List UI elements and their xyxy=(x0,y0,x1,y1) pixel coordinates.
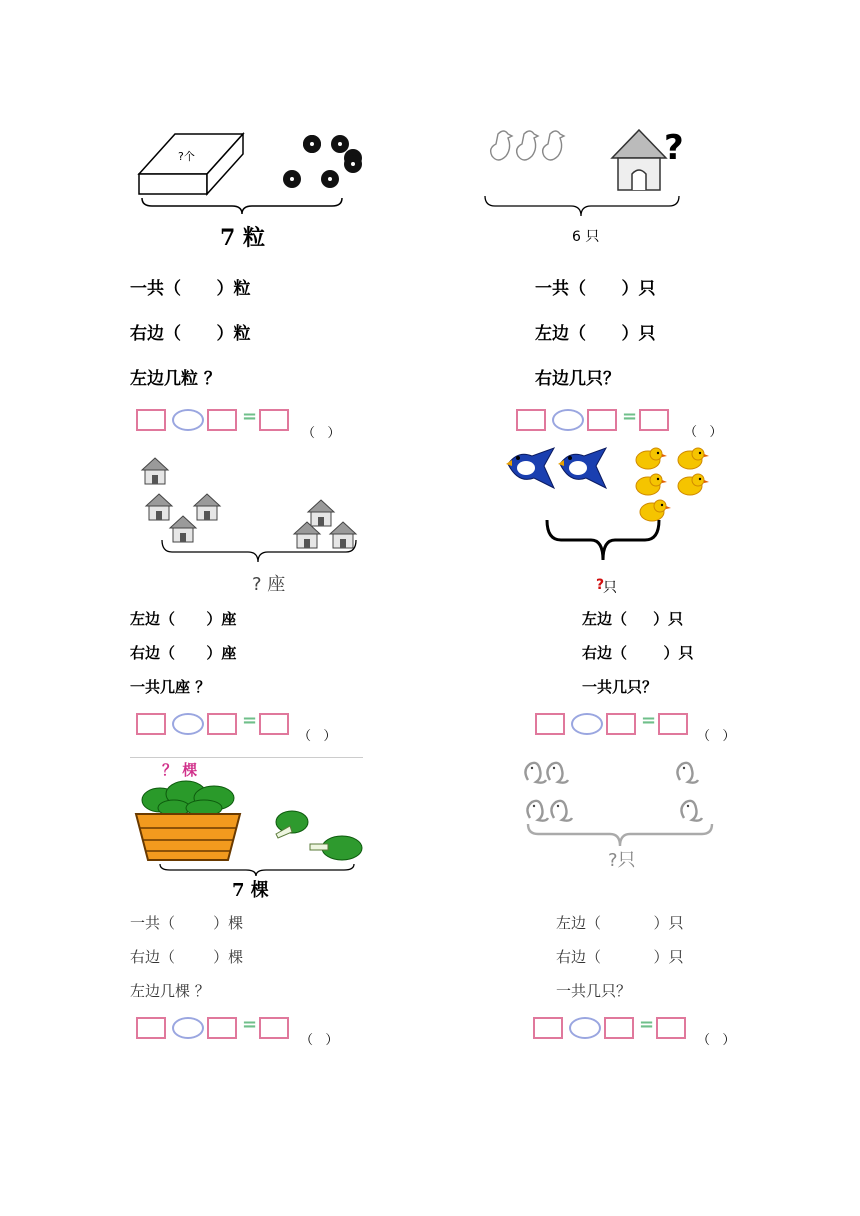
unit-paren[interactable]: （ ） xyxy=(684,425,723,440)
line-1: 左边（ ）只 xyxy=(582,610,684,628)
operator-oval[interactable] xyxy=(172,409,204,431)
operator-oval[interactable] xyxy=(552,409,584,431)
unit-paren[interactable]: （ ） xyxy=(298,729,337,744)
total-label: 7 棵 xyxy=(232,880,269,901)
cabbage-icon xyxy=(272,804,367,866)
answer-box[interactable] xyxy=(207,713,237,735)
answer-box[interactable] xyxy=(207,1017,237,1039)
line-3: 一共几只？ xyxy=(582,678,658,696)
answer-box[interactable] xyxy=(136,713,166,735)
equal-sign: = xyxy=(242,710,258,731)
operator-oval[interactable] xyxy=(569,1017,601,1039)
line-2: 左边（ ）只 xyxy=(535,324,656,344)
unit-paren[interactable]: （ ） xyxy=(697,729,736,744)
line-3: 一共几只？ xyxy=(556,982,632,1000)
line-2: 右边（ ）棵 xyxy=(130,948,244,966)
answer-box[interactable] xyxy=(604,1017,634,1039)
answer-box[interactable] xyxy=(259,409,289,431)
unit-paren[interactable]: （ ） xyxy=(300,1033,339,1048)
brace xyxy=(545,520,665,566)
beads-icon xyxy=(280,132,370,192)
operator-oval[interactable] xyxy=(172,713,204,735)
total-unit: 只 xyxy=(603,580,617,596)
answer-box[interactable] xyxy=(535,713,565,735)
total-question: ? xyxy=(596,577,605,593)
equal-sign: = xyxy=(622,406,638,427)
line-2: 右边（ ）只 xyxy=(556,948,684,966)
total-label: 6 只 xyxy=(572,229,600,245)
line-2: 右边（ ）只 xyxy=(582,644,694,662)
line-3: 一共几座 ？ xyxy=(130,678,211,696)
line-1: 左边（ ）只 xyxy=(556,914,684,932)
equation-row xyxy=(535,710,695,735)
unit-paren[interactable]: （ ） xyxy=(697,1033,736,1048)
line-3: 左边几粒 ？ xyxy=(130,369,221,389)
line-1: 左边（ ）座 xyxy=(130,610,237,628)
chicks-icon xyxy=(632,446,722,526)
answer-box[interactable] xyxy=(207,409,237,431)
house-icon xyxy=(610,128,668,192)
answer-box[interactable] xyxy=(259,713,289,735)
answer-box[interactable] xyxy=(516,409,546,431)
answer-box[interactable] xyxy=(533,1017,563,1039)
unit-paren[interactable]: （ ） xyxy=(302,426,341,441)
equation-row xyxy=(136,406,296,431)
line-3: 右边几只？ xyxy=(535,369,620,389)
equation-row xyxy=(136,1014,296,1039)
line-1: 一共（ ）只 xyxy=(535,279,656,299)
equation-row xyxy=(533,1014,693,1039)
box-label: ?个 xyxy=(178,150,195,163)
ducks-icon xyxy=(488,126,573,176)
operator-oval[interactable] xyxy=(571,713,603,735)
answer-box[interactable] xyxy=(639,409,669,431)
houses-icon xyxy=(138,454,363,550)
answer-box[interactable] xyxy=(259,1017,289,1039)
total-label: ? 座 xyxy=(252,574,286,595)
brace xyxy=(140,196,345,218)
line-1: 一共（ ）粒 xyxy=(130,279,251,299)
equal-sign: = xyxy=(242,1014,258,1035)
equation-row xyxy=(516,406,676,431)
answer-box[interactable] xyxy=(136,1017,166,1039)
line-3: 左边几棵 ？ xyxy=(130,982,210,1000)
answer-box[interactable] xyxy=(587,409,617,431)
line-2: 右边（ ）座 xyxy=(130,644,237,662)
answer-box[interactable] xyxy=(658,713,688,735)
operator-oval[interactable] xyxy=(172,1017,204,1039)
equal-sign: = xyxy=(639,1014,655,1035)
equal-sign: = xyxy=(242,406,258,427)
answer-box[interactable] xyxy=(656,1017,686,1039)
separator-line xyxy=(130,757,363,758)
equation-row xyxy=(136,710,296,735)
basket-icon xyxy=(134,778,244,864)
equal-sign: = xyxy=(641,710,657,731)
question-mark: ? xyxy=(664,128,684,168)
answer-box[interactable] xyxy=(136,409,166,431)
brace xyxy=(160,540,360,564)
line-1: 一共（ ）棵 xyxy=(130,914,244,932)
brace xyxy=(483,194,683,220)
top-label: ？ 棵 xyxy=(162,761,198,779)
line-2: 右边（ ）粒 xyxy=(130,324,251,344)
total-label: 7 粒 xyxy=(220,225,265,251)
birds-icon xyxy=(504,446,609,496)
total-label: ?只 xyxy=(608,850,636,871)
answer-box[interactable] xyxy=(606,713,636,735)
